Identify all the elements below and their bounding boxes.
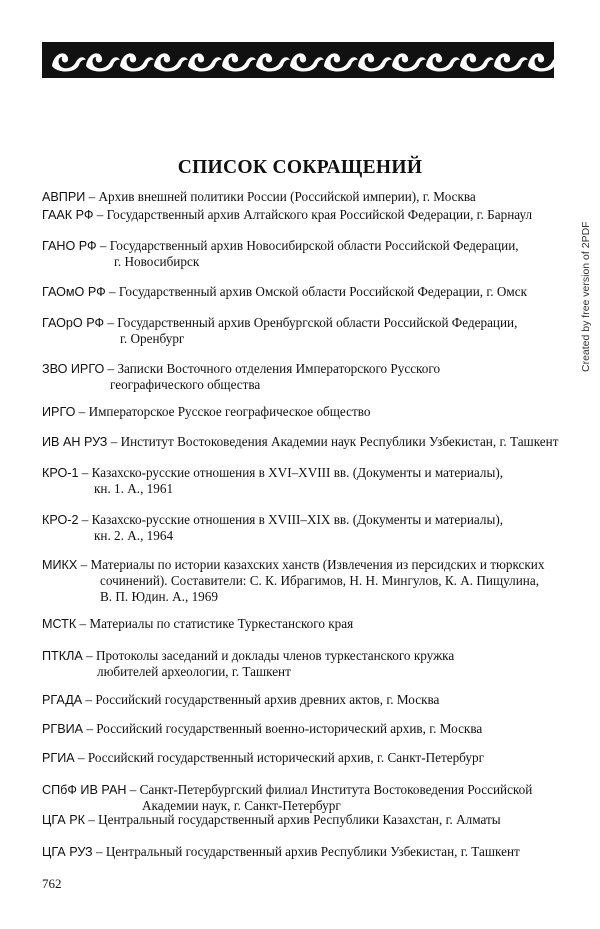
abbreviation-entry <box>42 238 554 270</box>
abbreviation-definition: Государственный архив Новосибирской области Российской Федерации, <box>109 238 519 253</box>
abbreviation-entry <box>42 557 554 605</box>
abbreviation-entry <box>42 750 554 766</box>
definition-continuation: географического общества <box>110 377 261 392</box>
abbreviation-definition: Материалы по статистике Туркестанского края <box>89 616 354 631</box>
entry-separator: – <box>77 557 91 572</box>
abbreviation-term: ИРГО <box>42 405 76 419</box>
abbreviation-definition: Материалы по истории казахских ханств (Извлечения из персидских и тюркских <box>90 557 545 572</box>
abbreviation-entry <box>42 648 554 680</box>
abbreviation-definition: Российский государственный исторический архив, г. Санкт-Петербург <box>87 750 484 765</box>
abbreviation-entry <box>42 207 554 223</box>
entry-separator: – <box>104 315 118 330</box>
entry-line <box>42 434 558 449</box>
abbreviation-term: КРО-2 <box>42 513 79 527</box>
abbreviation-term: МИКХ <box>42 558 78 572</box>
abbreviation-term: МСТК <box>42 617 77 631</box>
entry-line <box>42 692 439 707</box>
entry-line <box>42 616 353 631</box>
abbreviation-term: РГАДА <box>42 693 83 707</box>
abbreviation-definition: Центральный государственный архив Республики Узбекистан, г. Ташкент <box>105 844 520 859</box>
abbreviation-term: РГВИА <box>42 722 84 736</box>
abbreviation-definition: Институт Востоковедения Академии наук Республики Узбекистан, г. Ташкент <box>120 434 559 449</box>
entry-line <box>42 648 454 663</box>
entry-line <box>42 465 503 480</box>
abbreviation-definition: Центральный государственный архив Республики Казахстан, г. Алматы <box>98 812 501 827</box>
definition-continuation: В. П. Юдин. А., 1969 <box>100 589 218 604</box>
abbreviation-term: РГИА <box>42 751 75 765</box>
entry-line <box>42 557 544 572</box>
abbreviation-definition: Государственный архив Алтайского края Российской Федерации, г. Барнаул <box>106 207 533 222</box>
abbreviation-term: ГАНО РФ <box>42 239 97 253</box>
entry-line <box>42 238 519 253</box>
entry-line <box>42 721 482 736</box>
abbreviation-term: ЗВО ИРГО <box>42 362 105 376</box>
abbreviation-definition: Записки Восточного отделения Императорского Русского <box>117 361 441 376</box>
abbreviation-definition: Государственный архив Омской области Российской Федерации, г. Омск <box>118 284 528 299</box>
entry-separator: – <box>126 782 140 797</box>
entry-separator: – <box>96 238 110 253</box>
entry-separator: – <box>93 207 107 222</box>
definition-continuation: кн. 1. А., 1961 <box>94 481 174 496</box>
abbreviation-definition: Российский государственный архив древних актов, г. Москва <box>95 692 440 707</box>
abbreviation-entry <box>42 721 554 737</box>
ornamental-border <box>42 42 554 78</box>
entry-separator: – <box>75 404 89 419</box>
entry-separator: – <box>78 465 92 480</box>
abbreviation-term: ЦГА РУЗ <box>42 845 93 859</box>
entry-separator: – <box>107 434 121 449</box>
abbreviation-term: СПбФ ИВ РАН <box>42 783 127 797</box>
entry-separator: – <box>78 512 92 527</box>
definition-continuation: г. Оренбург <box>120 331 185 346</box>
abbreviation-entry <box>42 315 554 347</box>
abbreviation-definition: Санкт-Петербургский филиал Института Востоковедения Российской <box>139 782 533 797</box>
abbreviation-entry <box>42 782 554 814</box>
abbreviation-entry <box>42 284 554 300</box>
entry-line <box>42 189 476 204</box>
abbreviation-entry <box>42 512 554 544</box>
abbreviation-term: ИВ АН РУЗ <box>42 435 108 449</box>
abbreviation-definition: Архив внешней политики России (Российской империи), г. Москва <box>98 189 476 204</box>
entry-separator: – <box>105 284 119 299</box>
definition-continuation: Академии наук, г. Санкт-Петербург <box>142 798 341 813</box>
entry-line <box>42 750 484 765</box>
definition-continuation: сочинений). Составители: С. К. Ибрагимов, Н. Н. Мингулов, К. А. Пищулина, <box>100 573 539 588</box>
watermark: Created by free version of 2PDF <box>580 221 592 372</box>
entry-line <box>42 315 517 330</box>
entry-separator: – <box>82 692 96 707</box>
definition-continuation: любителей археологии, г. Ташкент <box>97 664 291 679</box>
abbreviation-term: ГАОмО РФ <box>42 285 106 299</box>
entry-separator: – <box>92 844 106 859</box>
entry-line <box>42 284 527 299</box>
entry-line <box>42 512 503 527</box>
ornament-pattern <box>42 42 554 78</box>
entry-separator: – <box>76 616 90 631</box>
entry-line <box>42 782 532 797</box>
entry-line <box>42 207 532 222</box>
entry-line <box>42 812 501 827</box>
entry-separator: – <box>82 648 96 663</box>
abbreviation-entry <box>42 361 554 393</box>
abbreviation-definition: Казахско-русские отношения в XVIII–XIX вв. (Документы и материалы), <box>91 512 504 527</box>
entry-line <box>42 361 440 376</box>
definition-continuation: г. Новосибирск <box>114 254 200 269</box>
abbreviation-definition: Российский государственный военно-исторический архив, г. Москва <box>96 721 483 736</box>
abbreviation-definition: Казахско-русские отношения в XVI–XVIII вв. (Документы и материалы), <box>91 465 504 480</box>
definition-continuation: кн. 2. А., 1964 <box>94 528 174 543</box>
abbreviation-entry <box>42 189 554 205</box>
abbreviation-definition: Государственный архив Оренбургской области Российской Федерации, <box>117 315 518 330</box>
page-title: СПИСОК СОКРАЩЕНИЙ <box>177 157 423 178</box>
abbreviation-entry <box>42 616 554 632</box>
abbreviation-entry <box>42 434 559 450</box>
abbreviation-entry <box>42 844 554 860</box>
abbreviation-definition: Императорское Русское географическое общество <box>88 404 371 419</box>
entry-line <box>42 844 520 859</box>
entry-separator: – <box>104 361 118 376</box>
abbreviation-term: ПТКЛА <box>42 649 83 663</box>
entry-line <box>42 404 370 419</box>
page-number: 762 <box>42 876 62 891</box>
abbreviation-term: ГААК РФ <box>42 208 94 222</box>
abbreviation-definition: Протоколы заседаний и доклады членов туркестанского кружка <box>95 648 455 663</box>
abbreviation-term: ГАОрО РФ <box>42 316 105 330</box>
abbreviation-entry <box>42 692 554 708</box>
abbreviation-term: АВПРИ <box>42 190 86 204</box>
entry-separator: – <box>85 189 99 204</box>
abbreviation-entry <box>42 465 554 497</box>
entry-separator: – <box>83 721 97 736</box>
abbreviation-term: ЦГА РК <box>42 813 85 827</box>
entry-separator: – <box>74 750 88 765</box>
abbreviation-entry <box>42 404 554 420</box>
abbreviation-term: КРО-1 <box>42 466 79 480</box>
entry-separator: – <box>84 812 99 827</box>
abbreviation-entry <box>42 812 554 828</box>
